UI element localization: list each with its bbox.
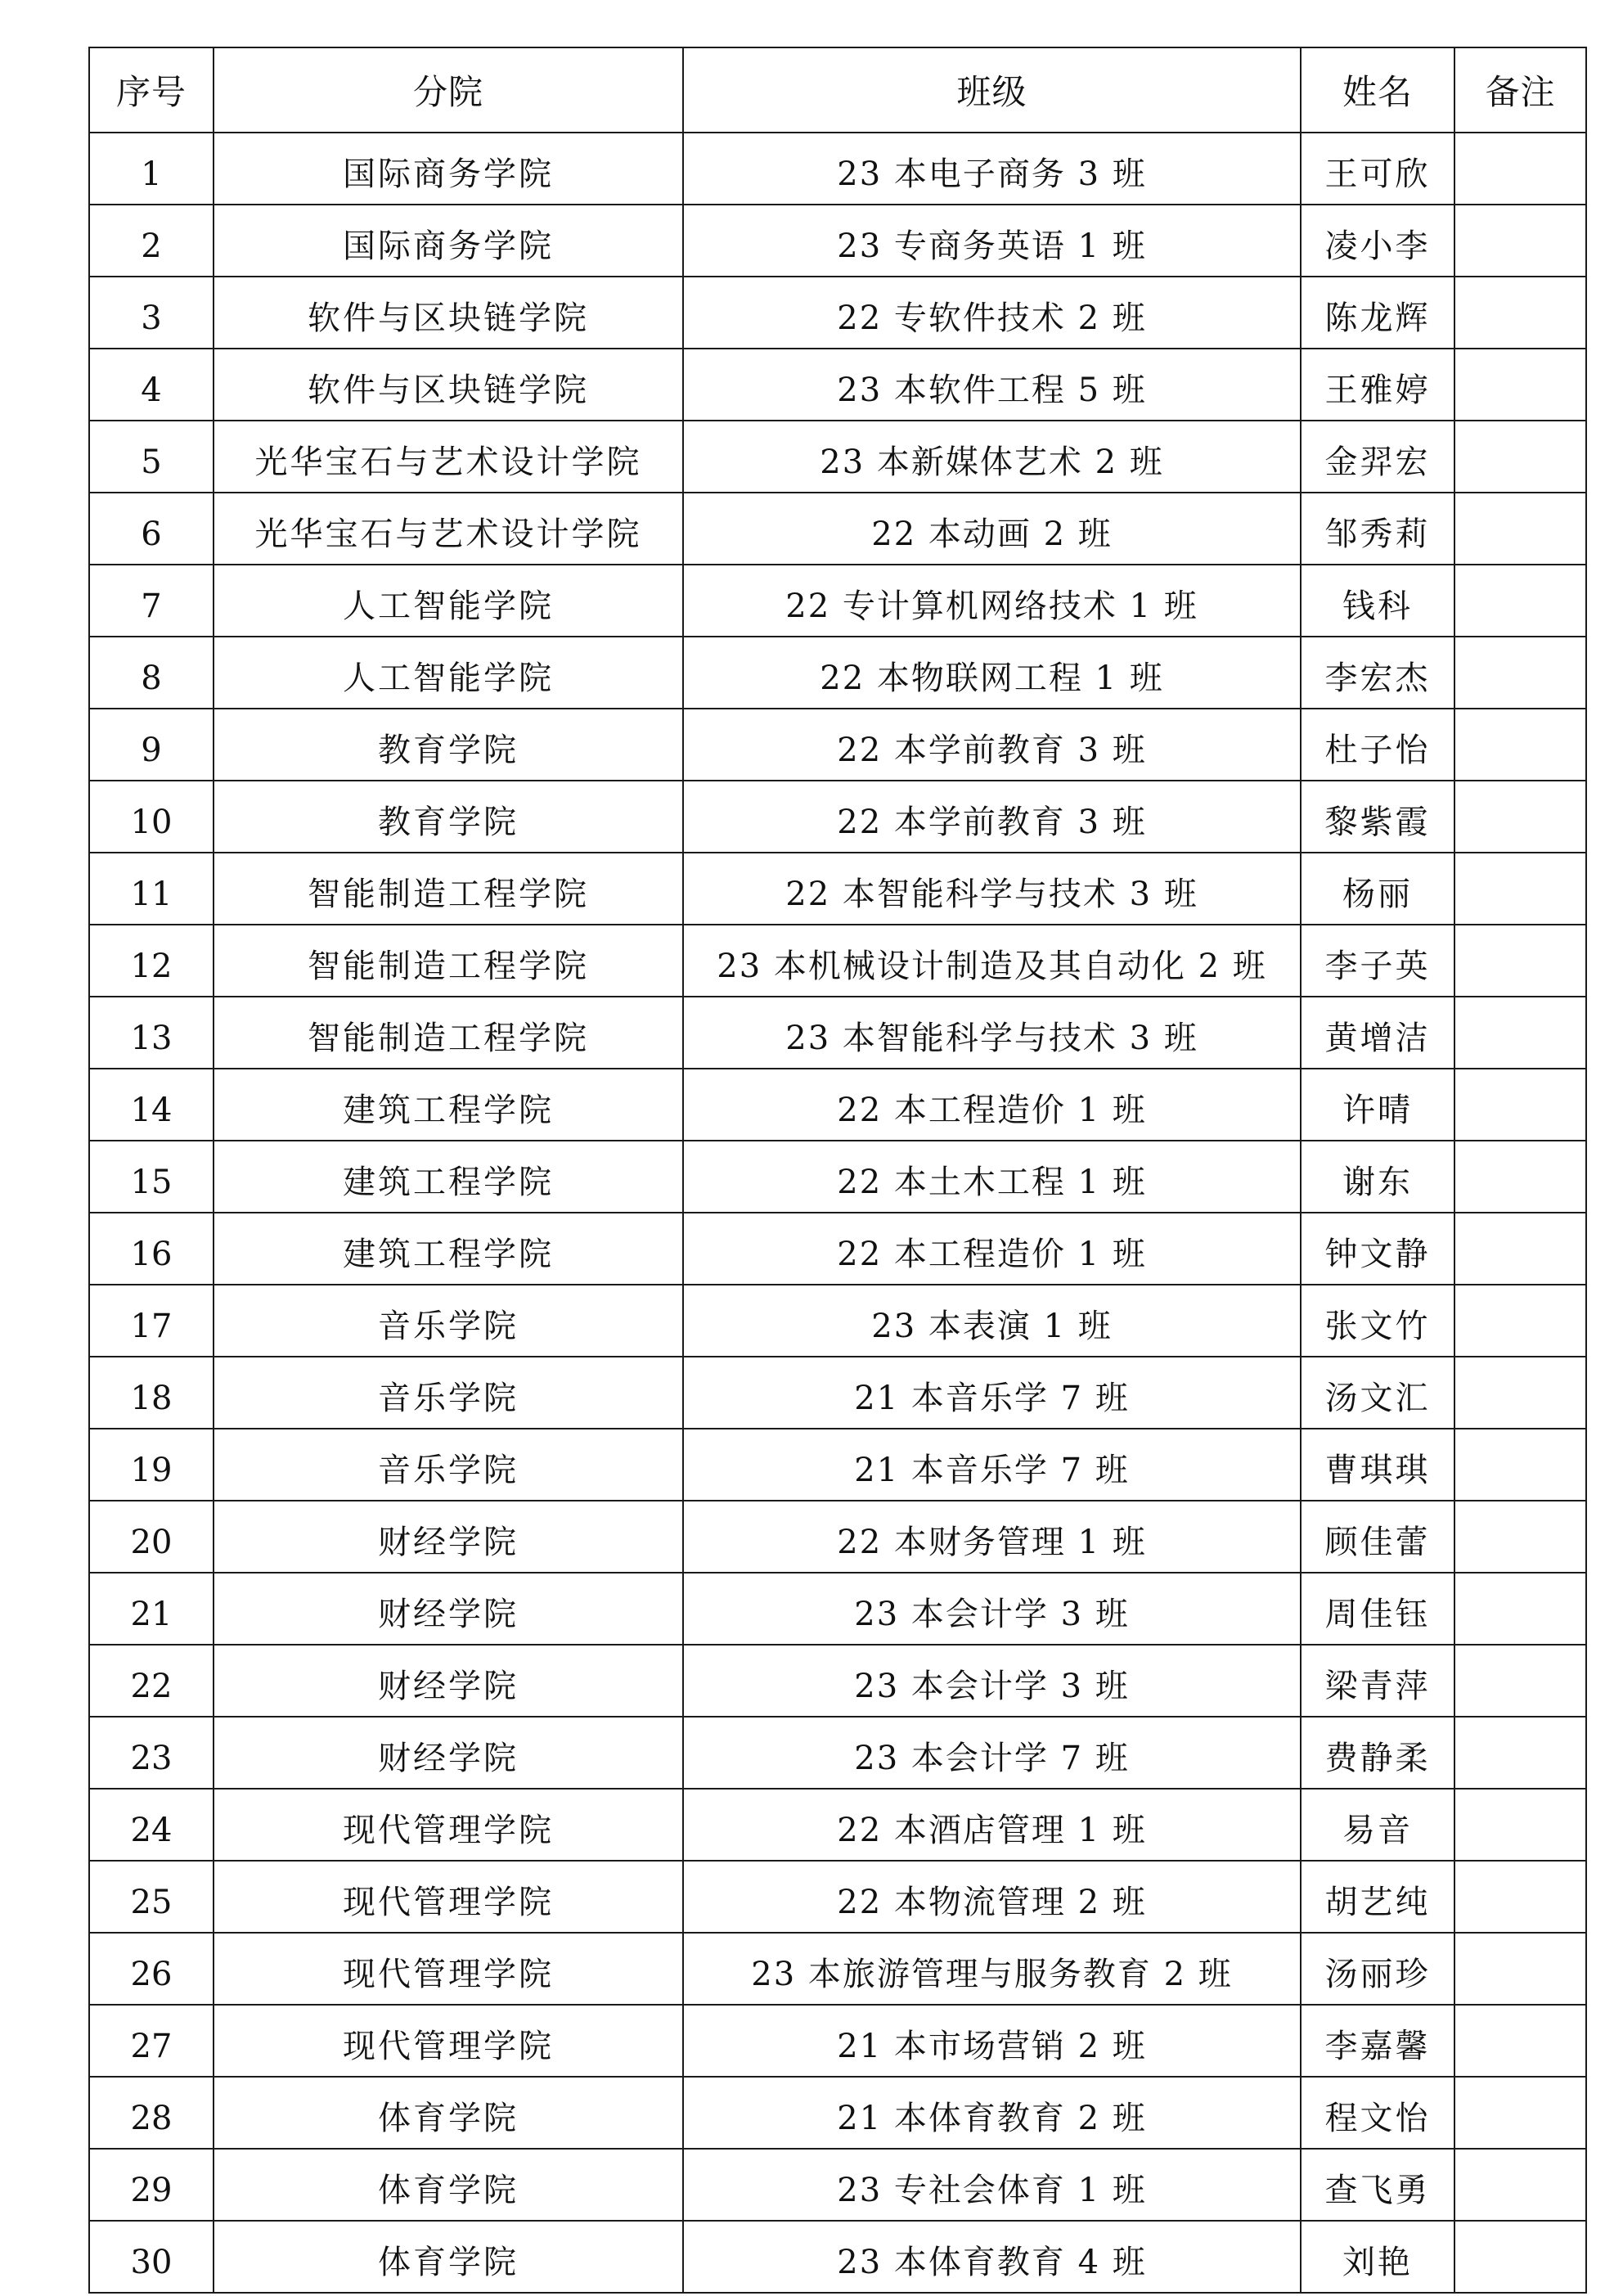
cell-remark <box>1454 925 1586 997</box>
cell-college: 现代管理学院 <box>214 1861 683 1933</box>
cell-seq: 3 <box>89 277 214 349</box>
cell-remark <box>1454 205 1586 277</box>
cell-class: 22 本学前教育 3 班 <box>683 781 1301 853</box>
cell-class: 23 本电子商务 3 班 <box>683 133 1301 205</box>
cell-college: 智能制造工程学院 <box>214 853 683 925</box>
cell-remark <box>1454 2077 1586 2149</box>
cell-class: 23 本表演 1 班 <box>683 1285 1301 1357</box>
table-row <box>89 565 1586 637</box>
table-row <box>89 1069 1586 1141</box>
table-row <box>89 1861 1586 1933</box>
cell-remark <box>1454 2149 1586 2221</box>
cell-class: 23 本会计学 3 班 <box>683 1645 1301 1717</box>
cell-seq: 15 <box>89 1141 214 1213</box>
cell-name: 杨丽 <box>1301 853 1454 925</box>
cell-college: 建筑工程学院 <box>214 1141 683 1213</box>
table-row <box>89 493 1586 565</box>
cell-class: 23 本软件工程 5 班 <box>683 349 1301 421</box>
cell-name: 刘艳 <box>1301 2221 1454 2293</box>
cell-seq: 25 <box>89 1861 214 1933</box>
cell-class: 23 本新媒体艺术 2 班 <box>683 421 1301 493</box>
header-class: 班级 <box>683 47 1301 133</box>
table-row <box>89 925 1586 997</box>
cell-college: 财经学院 <box>214 1645 683 1717</box>
table-row <box>89 2005 1586 2077</box>
cell-name: 张文竹 <box>1301 1285 1454 1357</box>
cell-seq: 8 <box>89 637 214 709</box>
cell-remark <box>1454 1861 1586 1933</box>
cell-remark <box>1454 1717 1586 1789</box>
cell-name: 凌小李 <box>1301 205 1454 277</box>
cell-remark <box>1454 1501 1586 1573</box>
cell-college: 人工智能学院 <box>214 565 683 637</box>
cell-class: 23 本智能科学与技术 3 班 <box>683 997 1301 1069</box>
cell-remark <box>1454 1789 1586 1861</box>
table-row <box>89 349 1586 421</box>
table-row <box>89 997 1586 1069</box>
cell-name: 金羿宏 <box>1301 421 1454 493</box>
cell-seq: 24 <box>89 1789 214 1861</box>
cell-seq: 18 <box>89 1357 214 1429</box>
table-row <box>89 1501 1586 1573</box>
cell-class: 23 本体育教育 4 班 <box>683 2221 1301 2293</box>
cell-remark <box>1454 637 1586 709</box>
cell-class: 23 专社会体育 1 班 <box>683 2149 1301 2221</box>
header-name: 姓名 <box>1301 47 1454 133</box>
cell-seq: 9 <box>89 709 214 781</box>
cell-class: 22 专软件技术 2 班 <box>683 277 1301 349</box>
table-row <box>89 421 1586 493</box>
cell-class: 22 本酒店管理 1 班 <box>683 1789 1301 1861</box>
cell-name: 易音 <box>1301 1789 1454 1861</box>
header-remark: 备注 <box>1454 47 1586 133</box>
cell-name: 费静柔 <box>1301 1717 1454 1789</box>
cell-college: 音乐学院 <box>214 1429 683 1501</box>
cell-name: 钟文静 <box>1301 1213 1454 1285</box>
cell-college: 软件与区块链学院 <box>214 349 683 421</box>
cell-class: 23 本旅游管理与服务教育 2 班 <box>683 1933 1301 2005</box>
cell-seq: 28 <box>89 2077 214 2149</box>
cell-seq: 12 <box>89 925 214 997</box>
table-row <box>89 1141 1586 1213</box>
cell-seq: 16 <box>89 1213 214 1285</box>
table-row <box>89 1573 1586 1645</box>
cell-class: 22 本动画 2 班 <box>683 493 1301 565</box>
cell-name: 谢东 <box>1301 1141 1454 1213</box>
cell-remark <box>1454 1645 1586 1717</box>
cell-class: 22 本物联网工程 1 班 <box>683 637 1301 709</box>
table-row <box>89 2149 1586 2221</box>
cell-remark <box>1454 565 1586 637</box>
cell-class: 22 本物流管理 2 班 <box>683 1861 1301 1933</box>
header-row <box>89 47 1586 133</box>
table-row <box>89 1933 1586 2005</box>
table-row <box>89 637 1586 709</box>
cell-remark <box>1454 1357 1586 1429</box>
cell-college: 现代管理学院 <box>214 1789 683 1861</box>
cell-college: 智能制造工程学院 <box>214 925 683 997</box>
cell-name: 汤文汇 <box>1301 1357 1454 1429</box>
table-row <box>89 1285 1586 1357</box>
cell-name: 陈龙辉 <box>1301 277 1454 349</box>
cell-remark <box>1454 421 1586 493</box>
header-seq: 序号 <box>89 47 214 133</box>
cell-name: 黄增洁 <box>1301 997 1454 1069</box>
table-row <box>89 709 1586 781</box>
table-row <box>89 1789 1586 1861</box>
cell-seq: 29 <box>89 2149 214 2221</box>
cell-class: 21 本体育教育 2 班 <box>683 2077 1301 2149</box>
cell-college: 人工智能学院 <box>214 637 683 709</box>
cell-college: 建筑工程学院 <box>214 1069 683 1141</box>
cell-seq: 2 <box>89 205 214 277</box>
cell-class: 23 本机械设计制造及其自动化 2 班 <box>683 925 1301 997</box>
cell-class: 21 本音乐学 7 班 <box>683 1429 1301 1501</box>
cell-name: 李宏杰 <box>1301 637 1454 709</box>
cell-name: 汤丽珍 <box>1301 1933 1454 2005</box>
cell-college: 体育学院 <box>214 2149 683 2221</box>
cell-remark <box>1454 781 1586 853</box>
header-college: 分院 <box>214 47 683 133</box>
cell-seq: 1 <box>89 133 214 205</box>
table-row <box>89 1357 1586 1429</box>
cell-seq: 17 <box>89 1285 214 1357</box>
cell-college: 音乐学院 <box>214 1357 683 1429</box>
cell-name: 查飞勇 <box>1301 2149 1454 2221</box>
cell-name: 曹琪琪 <box>1301 1429 1454 1501</box>
cell-remark <box>1454 853 1586 925</box>
cell-name: 钱科 <box>1301 565 1454 637</box>
cell-seq: 19 <box>89 1429 214 1501</box>
table-row <box>89 1213 1586 1285</box>
cell-name: 王可欣 <box>1301 133 1454 205</box>
cell-seq: 20 <box>89 1501 214 1573</box>
cell-class: 21 本市场营销 2 班 <box>683 2005 1301 2077</box>
cell-seq: 27 <box>89 2005 214 2077</box>
cell-seq: 4 <box>89 349 214 421</box>
cell-college: 教育学院 <box>214 781 683 853</box>
cell-seq: 11 <box>89 853 214 925</box>
table-row <box>89 133 1586 205</box>
cell-college: 体育学院 <box>214 2077 683 2149</box>
table-row <box>89 277 1586 349</box>
cell-remark <box>1454 1429 1586 1501</box>
cell-name: 王雅婷 <box>1301 349 1454 421</box>
cell-class: 21 本音乐学 7 班 <box>683 1357 1301 1429</box>
table-row <box>89 781 1586 853</box>
cell-remark <box>1454 997 1586 1069</box>
cell-college: 建筑工程学院 <box>214 1213 683 1285</box>
cell-class: 22 本智能科学与技术 3 班 <box>683 853 1301 925</box>
cell-seq: 21 <box>89 1573 214 1645</box>
cell-remark <box>1454 493 1586 565</box>
cell-remark <box>1454 277 1586 349</box>
cell-remark <box>1454 1213 1586 1285</box>
cell-class: 22 本工程造价 1 班 <box>683 1213 1301 1285</box>
table-row <box>89 853 1586 925</box>
cell-seq: 13 <box>89 997 214 1069</box>
cell-remark <box>1454 1141 1586 1213</box>
cell-name: 许晴 <box>1301 1069 1454 1141</box>
table-row <box>89 205 1586 277</box>
table-body <box>89 133 1586 2293</box>
cell-seq: 30 <box>89 2221 214 2293</box>
cell-college: 音乐学院 <box>214 1285 683 1357</box>
cell-college: 财经学院 <box>214 1501 683 1573</box>
cell-remark <box>1454 1573 1586 1645</box>
cell-name: 邹秀莉 <box>1301 493 1454 565</box>
cell-name: 梁青萍 <box>1301 1645 1454 1717</box>
cell-remark <box>1454 1933 1586 2005</box>
table-row <box>89 2221 1586 2293</box>
cell-remark <box>1454 349 1586 421</box>
cell-college: 智能制造工程学院 <box>214 997 683 1069</box>
cell-class: 23 本会计学 3 班 <box>683 1573 1301 1645</box>
table-header <box>89 47 1586 133</box>
cell-class: 22 本土木工程 1 班 <box>683 1141 1301 1213</box>
cell-college: 光华宝石与艺术设计学院 <box>214 493 683 565</box>
cell-remark <box>1454 133 1586 205</box>
cell-class: 23 本会计学 7 班 <box>683 1717 1301 1789</box>
cell-college: 体育学院 <box>214 2221 683 2293</box>
cell-remark <box>1454 2005 1586 2077</box>
table-row <box>89 1717 1586 1789</box>
cell-college: 现代管理学院 <box>214 2005 683 2077</box>
cell-class: 22 本学前教育 3 班 <box>683 709 1301 781</box>
cell-seq: 5 <box>89 421 214 493</box>
cell-name: 黎紫霞 <box>1301 781 1454 853</box>
cell-class: 23 专商务英语 1 班 <box>683 205 1301 277</box>
cell-remark <box>1454 2221 1586 2293</box>
cell-class: 22 本财务管理 1 班 <box>683 1501 1301 1573</box>
table-row <box>89 1429 1586 1501</box>
cell-name: 李子英 <box>1301 925 1454 997</box>
cell-remark <box>1454 1285 1586 1357</box>
cell-college: 教育学院 <box>214 709 683 781</box>
cell-name: 周佳钰 <box>1301 1573 1454 1645</box>
cell-seq: 7 <box>89 565 214 637</box>
cell-class: 22 本工程造价 1 班 <box>683 1069 1301 1141</box>
cell-seq: 23 <box>89 1717 214 1789</box>
cell-college: 财经学院 <box>214 1573 683 1645</box>
cell-name: 杜子怡 <box>1301 709 1454 781</box>
cell-college: 现代管理学院 <box>214 1933 683 2005</box>
cell-remark <box>1454 1069 1586 1141</box>
cell-seq: 6 <box>89 493 214 565</box>
cell-college: 国际商务学院 <box>214 133 683 205</box>
cell-name: 李嘉馨 <box>1301 2005 1454 2077</box>
cell-seq: 22 <box>89 1645 214 1717</box>
cell-name: 胡艺纯 <box>1301 1861 1454 1933</box>
cell-remark <box>1454 709 1586 781</box>
cell-seq: 26 <box>89 1933 214 2005</box>
cell-class: 22 专计算机网络技术 1 班 <box>683 565 1301 637</box>
cell-college: 光华宝石与艺术设计学院 <box>214 421 683 493</box>
table-row <box>89 2077 1586 2149</box>
table-row <box>89 1645 1586 1717</box>
roster-table <box>88 47 1587 2294</box>
cell-college: 财经学院 <box>214 1717 683 1789</box>
cell-name: 程文怡 <box>1301 2077 1454 2149</box>
cell-seq: 10 <box>89 781 214 853</box>
cell-seq: 14 <box>89 1069 214 1141</box>
cell-college: 国际商务学院 <box>214 205 683 277</box>
cell-name: 顾佳蕾 <box>1301 1501 1454 1573</box>
cell-college: 软件与区块链学院 <box>214 277 683 349</box>
